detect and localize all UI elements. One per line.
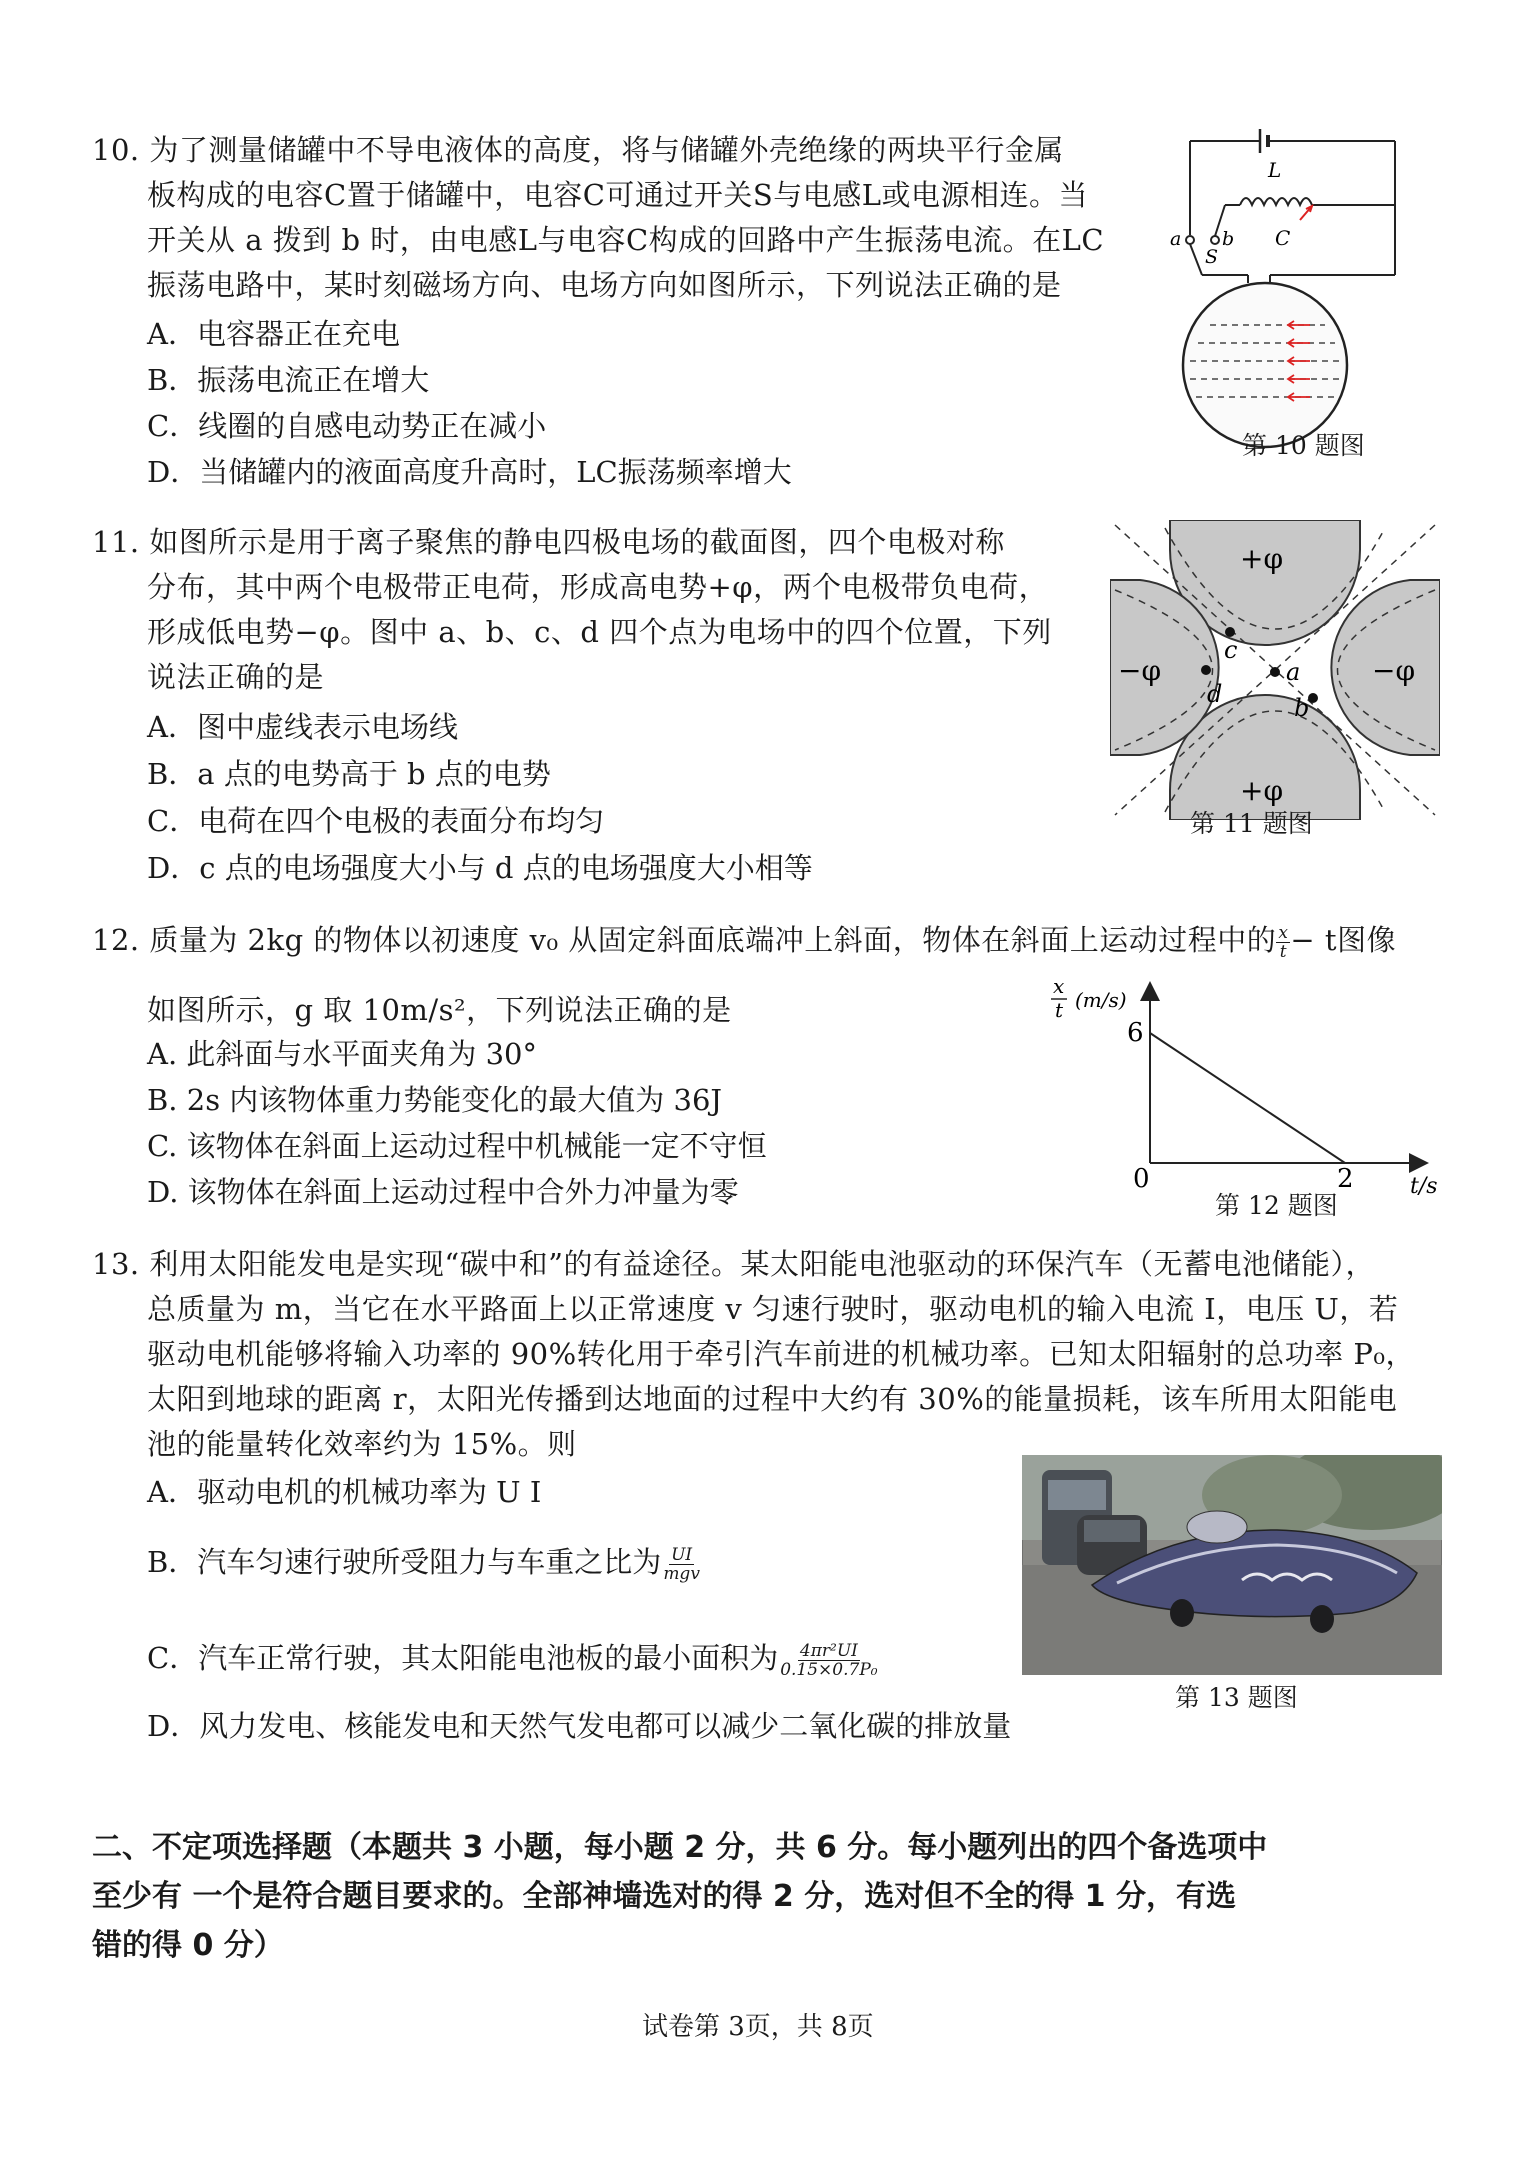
- label-bottom-potential: +φ: [1240, 774, 1284, 807]
- capacitor-label: C: [1275, 226, 1291, 250]
- point-d: [1201, 665, 1211, 675]
- q13-option-d: D．风力发电、核能发电和天然气发电都可以减少二氧化碳的排放量: [147, 1709, 1012, 1743]
- label-left-potential: −φ: [1118, 654, 1162, 687]
- switch-terminal-a: [1186, 236, 1194, 244]
- q13-option-a: A．驱动电机的机械功率为 U I: [147, 1475, 542, 1509]
- q12-option-c: C. 该物体在斜面上运动过程中机械能一定不守恒: [147, 1129, 767, 1163]
- q10-option-b: B．振荡电流正在增大: [147, 363, 430, 397]
- q11-line-1: 11. 如图所示是用于离子聚焦的静电四极电场的截面图，四个电极对称: [92, 525, 1005, 559]
- q10-line-2: 板构成的电容C置于储罐中，电容C可通过开关S与电感L或电源相连。当: [147, 178, 1089, 212]
- q13-line-5: 池的能量转化效率约为 15%。则: [147, 1427, 577, 1461]
- q13-option-c: C．汽车正常行驶，其太阳能电池板的最小面积为 $\frac{\text{4πr²UI}}{\text{0.15×0.7P₀}}$: [147, 1640, 878, 1680]
- q10-option-a: A．电容器正在充电: [147, 317, 400, 351]
- q12-xt-graph: [1045, 975, 1465, 1205]
- label-s: S: [1205, 246, 1219, 268]
- q12-option-d: D. 该物体在斜面上运动过程中合外力冲量为零: [147, 1175, 739, 1209]
- label-d: d: [1207, 680, 1223, 708]
- point-b: [1308, 693, 1318, 703]
- q12-option-a: A. 此斜面与水平面夹角为 30°: [147, 1037, 537, 1071]
- x-label: t/s: [1410, 1174, 1438, 1199]
- q13-option-b: B．汽车匀速行驶所受阻力与车重之比为 $\frac{UI}{\text{mgv}}$: [147, 1544, 700, 1584]
- q13-line-4: 太阳到地球的距离 r，太阳光传播到达地面的过程中大约有 30%的能量损耗，该车所用太阳能电: [147, 1382, 1398, 1416]
- label-right-potential: −φ: [1372, 654, 1416, 687]
- storage-tank: [1183, 283, 1347, 447]
- origin-label: 0: [1133, 1164, 1150, 1194]
- inductor-label: L: [1268, 158, 1282, 182]
- q12-line-2: 如图所示，g 取 10m/s²，下列说法正确的是: [147, 993, 732, 1027]
- q11-option-a: A．图中虚线表示电场线: [147, 710, 458, 744]
- q13-line-3: 驱动电机能够将输入功率的 90%转化用于牵引汽车前进的机械功率。已知太阳辐射的总功率 P₀，: [147, 1337, 1416, 1371]
- label-a: a: [1286, 658, 1301, 686]
- q12-line-1: 12. 质量为 2kg 的物体以初速度 v₀ 从固定斜面底端冲上斜面，物体在斜面上运动过程中的 $\frac{x}{t}$ − t图像: [92, 922, 1397, 962]
- inductor-coil: [1240, 198, 1312, 205]
- q13-solar-car-photo: [1022, 1455, 1442, 1675]
- y-label-den: t: [1055, 998, 1064, 1022]
- y-unit: (m/s): [1075, 988, 1127, 1012]
- q12-xt-fraction: $\frac{x}{t}$: [1278, 922, 1289, 962]
- page-footer: 试卷第 3页，共 8页: [642, 2012, 874, 2042]
- q13-line-2: 总质量为 m，当它在水平路面上以正常速度 v 匀速行驶时，驱动电机的输入电流 I，电压 U，若: [147, 1292, 1399, 1326]
- q10-line-3: 开关从 a 拨到 b 时，由电感L与电容C构成的回路中产生振荡电流。在LC: [147, 223, 1105, 257]
- q12-figure-caption: 第 12 题图: [1215, 1191, 1338, 1220]
- q10-option-c: C．线圈的自感电动势正在减小: [147, 409, 547, 443]
- xt-line: [1150, 1033, 1345, 1163]
- q10-line-1: 10. 为了测量储罐中不导电液体的高度，将与储罐外壳绝缘的两块平行金属: [92, 133, 1064, 167]
- q10-circuit-figure: [1160, 125, 1430, 455]
- point-a: [1270, 667, 1280, 677]
- x-tick-2: 2: [1337, 1164, 1354, 1194]
- q11-option-d: D．c 点的电场强度大小与 d 点的电场强度大小相等: [147, 851, 813, 885]
- q11-option-c: C．电荷在四个电极的表面分布均匀: [147, 804, 605, 838]
- q10-figure-caption: 第 10 题图: [1242, 431, 1365, 460]
- section-2-line-2: 至少有 一个是符合题目要求的。全部神墙选对的得 2 分，选对但不全的得 1 分，有选: [92, 1879, 1236, 1914]
- q10-option-d: D．当储罐内的液面高度升高时，LC振荡频率增大: [147, 455, 792, 489]
- switch-blade: [1190, 244, 1202, 275]
- q10-line-4: 振荡电路中，某时刻磁场方向、电场方向如图所示，下列说法正确的是: [147, 268, 1062, 302]
- photo-canopy: [1187, 1511, 1247, 1543]
- q11-option-b: B．a 点的电势高于 b 点的电势: [147, 757, 551, 791]
- magnetic-field-arrow: [1300, 206, 1312, 220]
- section-2-line-3: 错的得 0 分）: [92, 1928, 284, 1963]
- q11-line-4: 说法正确的是: [147, 660, 325, 694]
- q12-option-b: B. 2s 内该物体重力势能变化的最大值为 36J: [147, 1083, 723, 1117]
- q11-quadrupole-figure: [1110, 520, 1440, 820]
- q11-line-2: 分布，其中两个电极带正电荷，形成高电势+φ，两个电极带负电荷，: [147, 570, 1049, 604]
- q11-figure-caption: 第 11 题图: [1190, 809, 1313, 838]
- label-b: b: [1222, 228, 1235, 250]
- y-label-num: x: [1053, 975, 1065, 998]
- section-2-line-1: 二、不定项选择题（本题共 3 小题，每小题 2 分，共 6 分。每小题列出的四个备选项中: [92, 1830, 1268, 1865]
- label-c: c: [1224, 636, 1238, 664]
- switch-terminal-b: [1211, 236, 1219, 244]
- q11-line-3: 形成低电势−φ。图中 a、b、c、d 四个点为电场中的四个位置，下列: [147, 615, 1052, 649]
- q13-line-1: 13. 利用太阳能发电是实现“碳中和”的有益途径。某太阳能电池驱动的环保汽车（无蓄电池储能），: [92, 1247, 1375, 1281]
- label-top-potential: +φ: [1240, 542, 1284, 575]
- q13-figure-caption: 第 13 题图: [1175, 1683, 1298, 1712]
- label-b: b: [1294, 694, 1310, 722]
- label-a: a: [1170, 228, 1182, 250]
- y-tick-6: 6: [1127, 1018, 1144, 1048]
